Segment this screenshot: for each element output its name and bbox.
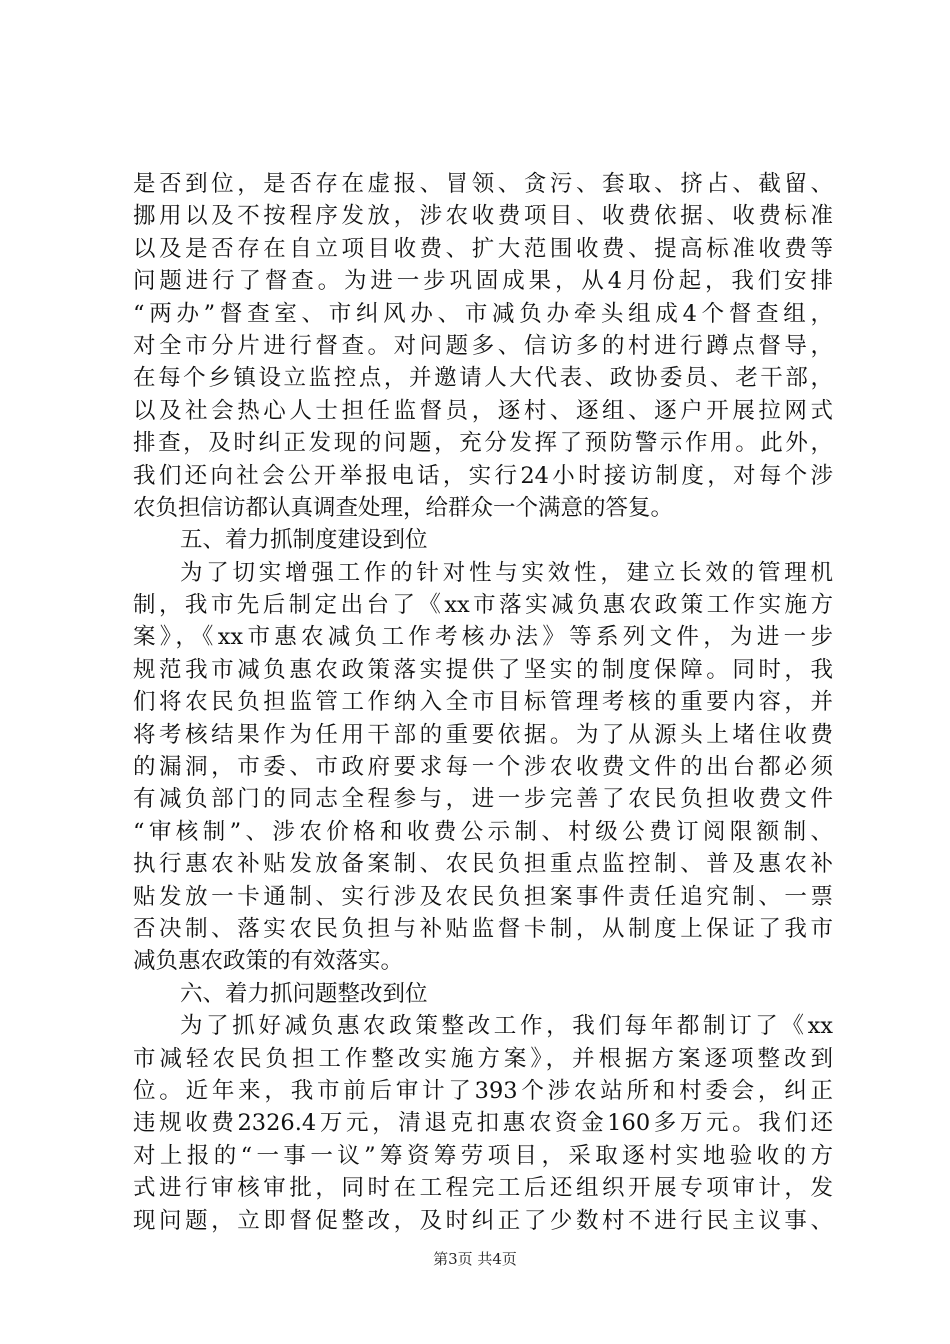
section-heading: 五、着力抓制度建设到位 [180,527,428,554]
body-line: 是否到位，是否存在虚报、冒领、贪污、套取、挤占、截留、 [133,171,833,197]
body-line: 违规收费2326.4万元，清退克扣惠农资金160多万元。我们还 [133,1110,833,1137]
body-line: 否决制、落实农民负担与补贴监督卡制，从制度上保证了我市 [133,915,833,942]
body-line: 以及社会热心人士担任监督员，逐村、逐组、逐户开展拉网式 [133,397,833,424]
body-line: 排查，及时纠正发现的问题，充分发挥了预防警示作用。此外， [133,430,833,457]
body-line: 有减负部门的同志全程参与，进一步完善了农民负担收费文件 [133,786,833,813]
body-line: “两办”督查室、市纠风办、市减负办牵头组成4个督查组， [133,300,833,327]
body-line: 贴发放一卡通制、实行涉及农民负担案事件责任追究制、一票 [133,883,833,910]
body-line: 我们还向社会公开举报电话，实行24小时接访制度，对每个涉 [133,462,833,489]
body-line: 案》，《xx市惠农减负工作考核办法》等系列文件，为进一步 [133,624,833,651]
section-heading: 六、着力抓问题整改到位 [180,980,428,1007]
body-line: 问题进行了督查。为进一步巩固成果，从4月份起，我们安排 [133,268,833,295]
page-number-footer: 第3页 共4页 [433,1250,517,1268]
body-line: “审核制”、涉农价格和收费公示制、村级公费订阅限额制、 [133,818,833,845]
document-body [133,168,833,1237]
body-line: 减负惠农政策的有效落实。 [133,948,404,975]
body-line: 市减轻农民负担工作整改实施方案》，并根据方案逐项整改到 [133,1045,833,1072]
body-line: 式进行审核审批，同时在工程完工后还组织开展专项审计，发 [133,1175,833,1202]
body-line: 农负担信访都认真调查处理，给群众一个满意的答复。 [133,494,674,521]
body-line: 在每个乡镇设立监控点，并邀请人大代表、政协委员、老干部， [133,365,833,392]
body-line: 制，我市先后制定出台了《xx市落实减负惠农政策工作实施方 [133,592,833,619]
body-line: 对上报的“一事一议”筹资筹劳项目，采取逐村实地验收的方 [133,1142,833,1169]
body-line: 为了抓好减负惠农政策整改工作，我们每年都制订了《xx [180,1013,833,1040]
body-line: 位。近年来，我市前后审计了393个涉农站所和村委会，纠正 [133,1077,833,1104]
body-line: 规范我市减负惠农政策落实提供了坚实的制度保障。同时，我 [133,656,833,683]
body-line: 挪用以及不按程序发放，涉农收费项目、收费依据、收费标准 [133,203,833,230]
body-line: 将考核结果作为任用干部的重要依据。为了从源头上堵住收费 [133,721,833,748]
body-line: 的漏洞，市委、市政府要求每一个涉农收费文件的出台都必须 [133,754,833,781]
body-line: 执行惠农补贴发放备案制、农民负担重点监控制、普及惠农补 [133,851,833,878]
body-line: 现问题，立即督促整改，及时纠正了少数村不进行民主议事、 [133,1207,833,1234]
body-line: 对全市分片进行督查。对问题多、信访多的村进行蹲点督导， [133,332,833,359]
body-line: 们将农民负担监管工作纳入全市目标管理考核的重要内容，并 [133,689,833,716]
body-line: 以及是否存在自立项目收费、扩大范围收费、提高标准收费等 [133,235,833,262]
body-line: 为了切实增强工作的针对性与实效性，建立长效的管理机 [180,559,833,586]
